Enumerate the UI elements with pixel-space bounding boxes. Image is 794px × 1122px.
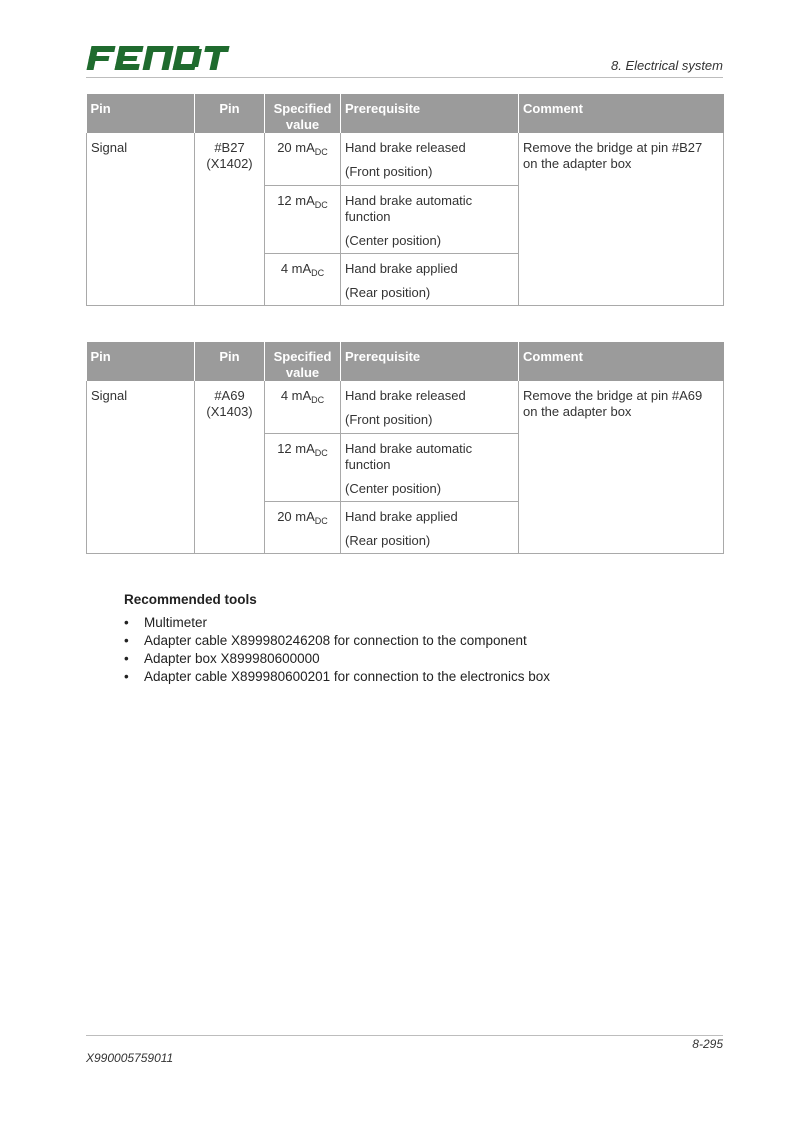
header-prerequisite: Prerequisite [341,94,519,133]
header-pin-name: Pin [87,342,195,381]
prerequisite-position: (Front position) [345,164,433,179]
bullet-icon: • [124,669,129,684]
value-text: 12 mA [277,440,315,456]
prerequisite-cell [341,381,519,433]
specified-value-cell [265,381,341,433]
recommended-tools [124,592,550,686]
pin-number: #B27 [214,140,245,155]
prerequisite-position: (Rear position) [345,532,431,548]
tool-text: Adapter box X899980600000 [144,651,320,666]
list-item [124,632,550,650]
pin-spec-table-b27 [86,94,724,306]
prerequisite-position: (Center position) [345,480,442,496]
fendt-logo [86,44,232,72]
connector-id: (X1402) [206,156,253,171]
table-header-row [87,342,724,381]
bullet-icon: • [124,633,129,648]
document-number: X990005759011 [86,1051,174,1065]
value-unit: DC [314,147,328,157]
specified-value-cell [265,185,341,253]
prerequisite-text: Hand brake automatic function [345,440,473,472]
tool-text: Adapter cable X899980600201 for connection to the electronics box [144,669,551,684]
value-text: 12 mA [277,192,315,208]
header-pin-name: Pin [87,94,195,133]
connector-id: (X1403) [206,404,253,419]
header-pin: Pin [195,342,265,381]
pin-id-cell [195,133,265,305]
specified-value-cell [265,433,341,501]
list-item [124,614,550,632]
section-title: 8. Electrical system [611,58,723,73]
pin-number: #A69 [214,388,245,403]
specified-value-cell [265,501,341,553]
header-comment: Comment [519,94,724,133]
prerequisite-cell [341,501,519,553]
prerequisite-text: Hand brake released [345,140,466,155]
prerequisite-text: Hand brake applied [345,508,458,524]
table-row [87,381,724,433]
tool-text: Multimeter [144,615,208,630]
header-specified-value: Specified value [265,342,341,381]
tools-list [124,614,550,686]
specified-value-cell [265,133,341,185]
prerequisite-position: (Center position) [345,232,442,248]
tool-text: Adapter cable X899980246208 for connection to the component [144,633,527,648]
pin-id-cell [195,381,265,553]
prerequisite-text: Hand brake released [345,388,466,403]
specified-value-cell [265,253,341,305]
header-pin: Pin [195,94,265,133]
list-item [124,650,550,668]
footer-divider [86,1035,723,1036]
header-prerequisite: Prerequisite [341,342,519,381]
prerequisite-position: (Front position) [345,412,433,427]
prerequisite-position: (Rear position) [345,284,431,300]
comment-cell: Remove the bridge at pin #B27 on the adapter box [519,133,724,305]
bullet-icon: • [124,651,129,666]
prerequisite-cell [341,253,519,305]
prerequisite-text: Hand brake automatic function [345,192,473,224]
table-row [87,133,724,185]
header-divider [86,77,723,78]
pin-spec-table-a69 [86,342,724,554]
tools-heading: Recommended tools [124,592,257,607]
header-comment: Comment [519,342,724,381]
value-text: 4 mA [280,388,312,403]
value-unit: DC [314,515,328,526]
list-item [124,668,550,686]
value-text: 4 mA [280,260,312,276]
value-unit: DC [311,267,325,278]
page-number: 8-295 [692,1037,723,1051]
value-unit: DC [314,199,328,210]
comment-cell: Remove the bridge at pin #A69 on the adapter box [519,381,724,553]
prerequisite-cell [341,185,519,253]
value-text: 20 mA [277,140,315,155]
pin-name-cell: Signal [87,381,195,553]
prerequisite-cell [341,433,519,501]
table-header-row [87,94,724,133]
value-unit: DC [311,395,325,405]
pin-name-cell: Signal [87,133,195,305]
value-text: 20 mA [277,508,315,524]
prerequisite-cell [341,133,519,185]
bullet-icon: • [124,615,129,630]
prerequisite-text: Hand brake applied [345,260,458,276]
value-unit: DC [314,447,328,458]
header-specified-value: Specified value [265,94,341,133]
